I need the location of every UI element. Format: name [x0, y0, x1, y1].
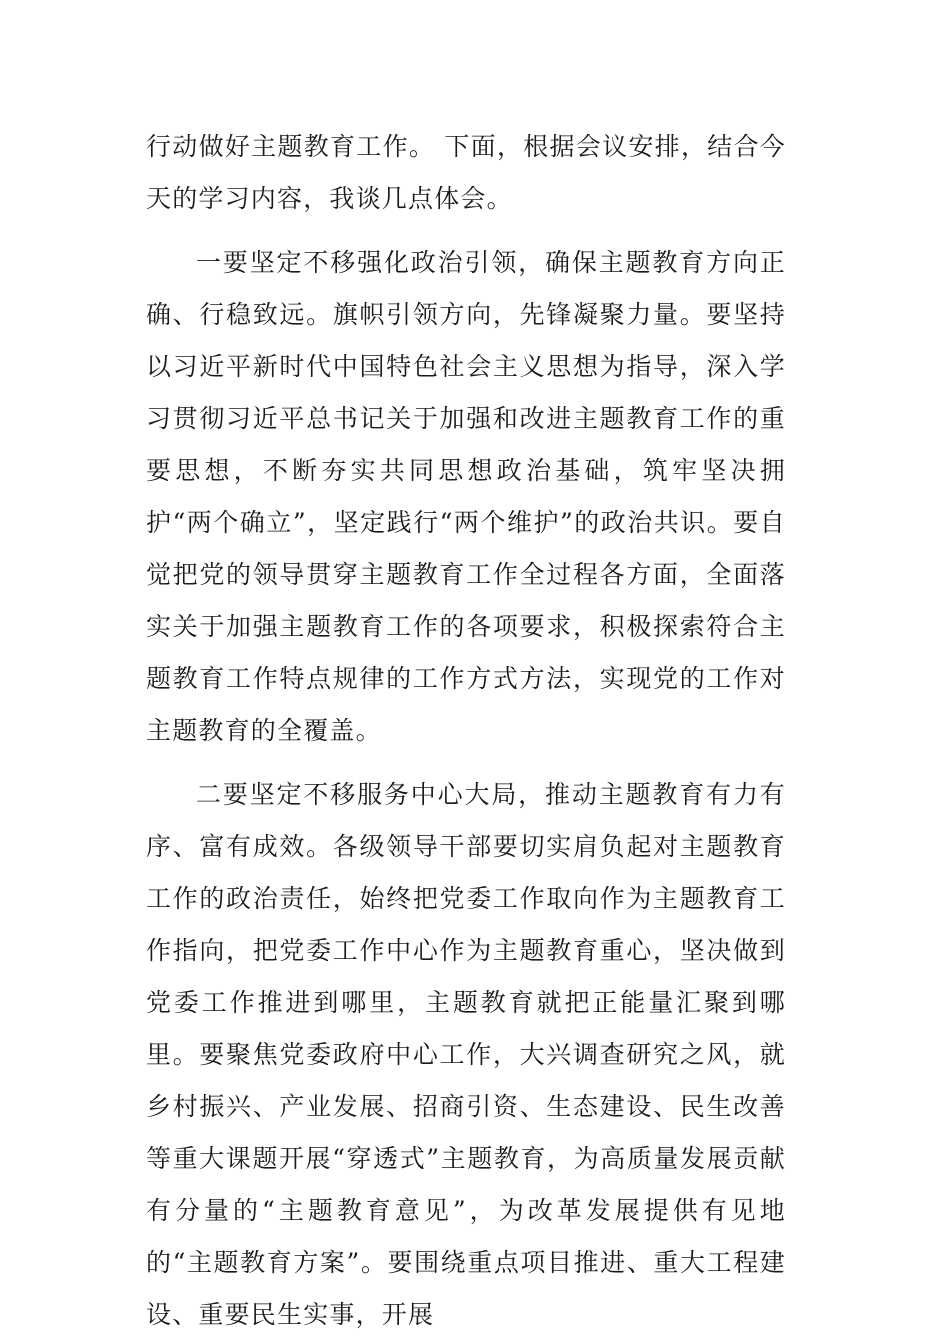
paragraph-point-two: 二要坚定不移服务中心大局，推动主题教育有力有序、富有成效。各级领导干部要切实肩负起对主题教育工作的政治责任，始终把党委工作取向作为主题教育工作指向，把党委工作中心作为主题教育重心，坚决做到党委工作推进到哪里，主题教育就把正能量汇聚到哪里。要聚焦党委政府中心工作，大兴调查研究之风，就乡村振兴、产业发展、招商引资、生态建设、民生改善等重大课题开展“穿透式”主题教育，为高质量发展贡献有分量的“主题教育意见”，为改革发展提供有见地的“主题教育方案”。要围绕重点项目推进、重大工程建设、重要民生实事，开展	[146, 780, 786, 1329]
paragraph-point-one: 一要坚定不移强化政治引领，确保主题教育方向正确、行稳致远。旗帜引领方向，先锋凝聚力量。要坚持以习近平新时代中国特色社会主义思想为指导，深入学习贯彻习近平总书记关于加强和改进主题教育工作的重要思想，不断夯实共同思想政治基础，筑牢坚决拥护“两个确立”，坚定践行“两个维护”的政治共识。要自觉把党的领导贯穿主题教育工作全过程各方面，全面落实关于加强主题教育工作的各项要求，积极探索符合主题教育工作特点规律的工作方式方法，实现党的工作对主题教育的全覆盖。	[146, 248, 786, 745]
paragraph-continuation: 行动做好主题教育工作。 下面，根据会议安排，结合今天的学习内容，我谈几点体会。	[146, 132, 786, 213]
document-body	[146, 121, 786, 1341]
